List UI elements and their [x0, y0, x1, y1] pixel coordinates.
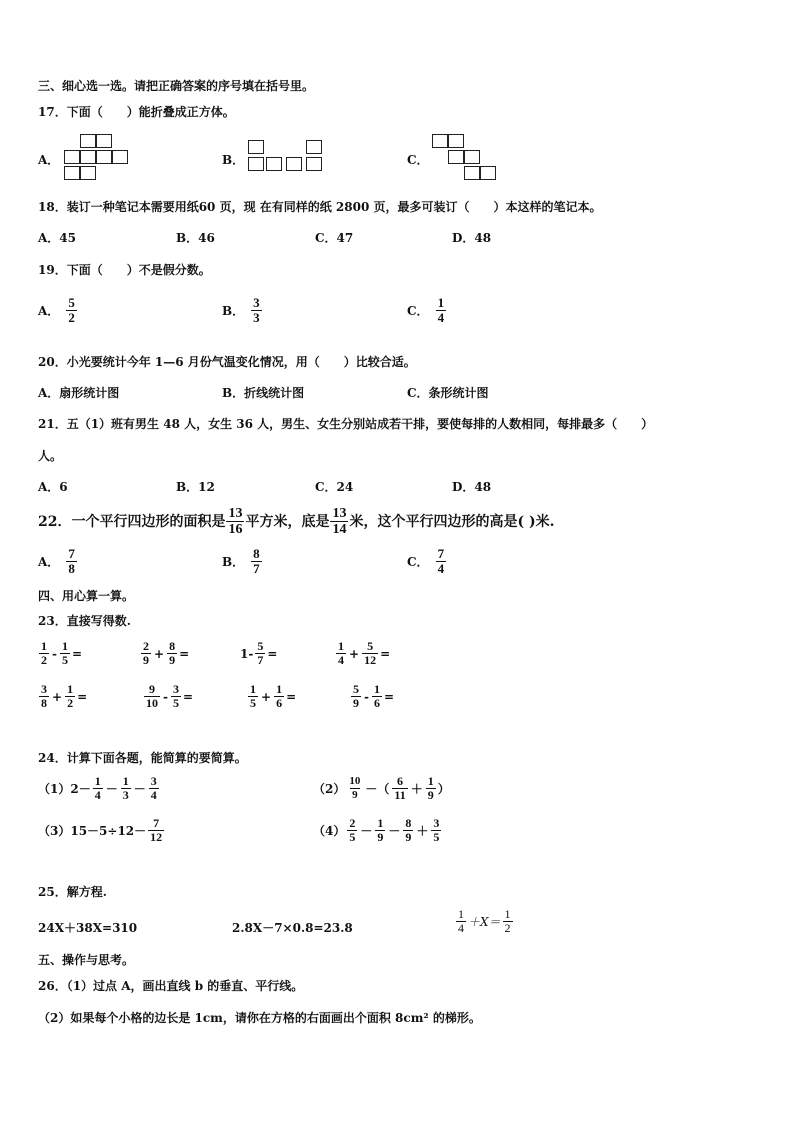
q24-part-1: （1）2－ $\frac{1}{4}$ － $\frac{1}{3}$ － $\frac{3}{4}$ — [38, 774, 157, 802]
q23-item-7: $\frac{1}{5}$ + $\frac{1}{6}$ = — [250, 682, 297, 710]
q21-option-a: A．6 — [38, 480, 68, 494]
q25-equation-1: 24X＋38X=310 — [38, 921, 138, 935]
q17-option-c-label: C． — [407, 153, 429, 167]
q24-part-2: （2） $\frac{10}{9}$ －（ $\frac{6}{11}$ ＋ $\frac{1}{9}$ ） — [313, 774, 450, 802]
q20-option-b: B．折线统计图 — [222, 386, 305, 400]
q20-option-c: C．条形统计图 — [407, 386, 489, 400]
q20-option-a: A．扇形统计图 — [38, 386, 120, 400]
question-24-stem: 24．计算下面各题，能简算的要简算。 — [38, 751, 247, 765]
question-17-stem: 17．下面（ ）能折叠成正方体。 — [38, 105, 235, 119]
q23-item-8: $\frac{5}{9}$ - $\frac{1}{6}$ = — [353, 682, 395, 710]
question-23-stem: 23．直接写得数. — [38, 614, 131, 628]
q18-option-d: D．48 — [452, 231, 492, 245]
question-21-stem-cont: 人。 — [38, 449, 63, 463]
q18-option-b: B．46 — [176, 231, 215, 245]
question-22-stem: 22．一个平行四边形的面积是 $\frac{13}{16}$ 平方米，底是 $\frac{13}{14}$ 米，这个平行四边形的高是( )米. — [38, 506, 555, 537]
q22-option-c: C． $\frac{7}{4}$ — [407, 546, 445, 576]
question-26-part-2: （2）如果每个小格的边长是 1cm，请你在方格的右面画出个面积 8cm² 的梯形。 — [38, 1011, 481, 1025]
q21-option-b: B．12 — [176, 480, 215, 494]
q18-option-c: C．47 — [315, 231, 354, 245]
q23-item-3: 1- $\frac{5}{7}$ = — [240, 639, 278, 667]
q21-option-d: D．48 — [452, 480, 492, 494]
q19-option-c: C． $\frac{1}{4}$ — [407, 295, 445, 325]
q21-option-c: C．24 — [315, 480, 354, 494]
q23-item-6: $\frac{9}{10}$ - $\frac{3}{5}$ = — [146, 682, 194, 710]
question-26-part-1: 26．（1）过点 A，画出直线 b 的垂直、平行线。 — [38, 979, 304, 993]
q19-option-a: A． $\frac{5}{2}$ — [38, 295, 75, 325]
q24-part-3: （3）15－5÷12－ $\frac{7}{12}$ — [38, 816, 163, 844]
q17-option-b-label: B． — [222, 153, 245, 167]
q25-equation-2: 2.8X－7×0.8=23.8 — [232, 921, 353, 935]
q22-option-a: A． $\frac{7}{8}$ — [38, 546, 75, 576]
q24-part-4: （4） $\frac{2}{5}$ － $\frac{1}{9}$ － $\frac{8}{9}$ ＋ $\frac{3}{5}$ — [313, 816, 440, 844]
q17-option-a-label: A． — [38, 153, 60, 167]
section-5-heading: 五、操作与思考。 — [38, 953, 135, 967]
question-21-stem: 21．五（1）班有男生 48 人，女生 36 人，男生、女生分别站成若干排，要使每排的人数相同，每排最多（ ） — [38, 417, 654, 431]
q23-item-2: $\frac{2}{9}$ + $\frac{8}{9}$ = — [143, 639, 190, 667]
q18-option-a: A．45 — [38, 231, 77, 245]
q23-item-4: $\frac{1}{4}$ + $\frac{5}{12}$ = — [338, 639, 391, 667]
section-4-heading: 四、用心算一算。 — [38, 589, 135, 603]
question-25-stem: 25．解方程. — [38, 885, 107, 899]
q25-equation-3: $\frac{1}{4}$ ＋X＝ $\frac{1}{2}$ — [458, 907, 511, 935]
question-20-stem: 20．小光要统计今年 1—6 月份气温变化情况，用（ ）比较合适。 — [38, 355, 416, 369]
q22-option-b: B． $\frac{8}{7}$ — [222, 546, 260, 576]
q23-item-5: $\frac{3}{8}$ + $\frac{1}{2}$ = — [41, 682, 88, 710]
section-3-heading: 三、细心选一选。请把正确答案的序号填在括号里。 — [38, 79, 315, 93]
q23-item-1: $\frac{1}{2}$ - $\frac{1}{5}$ = — [41, 639, 83, 667]
question-18-stem: 18．装订一种笔记本需要用纸60 页，现 在有同样的纸 2800 页，最多可装订（ ）本这样的笔记本。 — [38, 200, 602, 214]
q19-option-b: B． $\frac{3}{3}$ — [222, 295, 260, 325]
question-19-stem: 19．下面（ ）不是假分数。 — [38, 263, 211, 277]
